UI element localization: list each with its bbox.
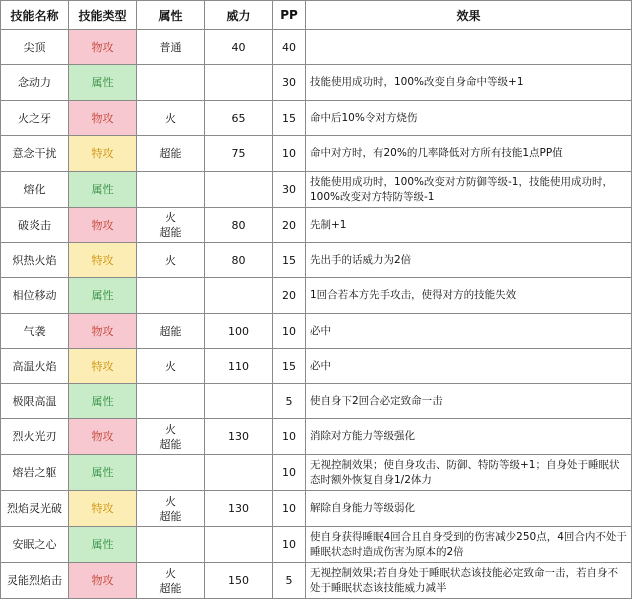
skill-type-cell: 物攻 [69, 563, 137, 599]
header-attribute: 属性 [137, 1, 205, 30]
power-cell [205, 172, 273, 208]
skill-name-cell: 火之牙 [1, 101, 69, 136]
power-cell: 80 [205, 208, 273, 243]
skill-name-cell: 灵能烈焰击 [1, 563, 69, 599]
skill-type-cell: 属性 [69, 384, 137, 419]
effect-cell [306, 30, 632, 65]
skill-type-cell: 特攻 [69, 349, 137, 384]
effect-cell: 使自身下2回合必定致命一击 [306, 384, 632, 419]
pp-cell: 10 [273, 136, 306, 172]
effect-cell: 先制+1 [306, 208, 632, 243]
power-cell: 80 [205, 243, 273, 278]
skill-type-cell: 属性 [69, 65, 137, 101]
header-effect: 效果 [306, 1, 632, 30]
attribute-cell: 超能 [137, 136, 205, 172]
pp-cell: 15 [273, 101, 306, 136]
table-row [1, 65, 632, 101]
attribute-cell: 超能 [137, 314, 205, 349]
pp-cell: 30 [273, 172, 306, 208]
skill-name-cell: 烈焰灵光破 [1, 491, 69, 527]
pp-cell: 5 [273, 563, 306, 599]
effect-cell: 命中对方时，有20%的几率降低对方所有技能1点PP值 [306, 136, 632, 172]
power-cell [205, 384, 273, 419]
skill-type-cell: 属性 [69, 455, 137, 491]
skill-type-cell: 属性 [69, 278, 137, 314]
pp-cell: 10 [273, 455, 306, 491]
skill-name-cell: 高温火焰 [1, 349, 69, 384]
power-cell [205, 278, 273, 314]
table-row [1, 527, 632, 563]
skill-name-cell: 熔岩之躯 [1, 455, 69, 491]
table-row [1, 172, 632, 208]
skill-type-cell: 属性 [69, 172, 137, 208]
skill-type-cell: 物攻 [69, 419, 137, 455]
table-row [1, 384, 632, 419]
power-cell: 40 [205, 30, 273, 65]
header-pp: PP [273, 1, 306, 30]
effect-cell: 必中 [306, 349, 632, 384]
skill-type-cell: 特攻 [69, 491, 137, 527]
skill-type-cell: 物攻 [69, 208, 137, 243]
attribute-cell [137, 527, 205, 563]
skill-name-cell: 烈火光刃 [1, 419, 69, 455]
pp-cell: 20 [273, 208, 306, 243]
skill-name-cell: 破炎击 [1, 208, 69, 243]
skill-type-cell: 物攻 [69, 30, 137, 65]
table-row [1, 30, 632, 65]
table-row [1, 208, 632, 243]
header-power: 威力 [205, 1, 273, 30]
power-cell: 130 [205, 491, 273, 527]
attribute-cell: 火 超能 [137, 563, 205, 599]
table-row [1, 314, 632, 349]
skill-name-cell: 炽热火焰 [1, 243, 69, 278]
header-skill-name: 技能名称 [1, 1, 69, 30]
power-cell: 130 [205, 419, 273, 455]
effect-cell: 无视控制效果;若自身处于睡眠状态该技能必定致命一击，若自身不处于睡眠状态该技能威力减半 [306, 563, 632, 599]
skill-name-cell: 熔化 [1, 172, 69, 208]
power-cell [205, 65, 273, 101]
power-cell: 150 [205, 563, 273, 599]
pp-cell: 15 [273, 243, 306, 278]
attribute-cell [137, 65, 205, 101]
skill-type-cell: 物攻 [69, 314, 137, 349]
skill-name-cell: 安眠之心 [1, 527, 69, 563]
attribute-cell: 火 超能 [137, 419, 205, 455]
skill-type-cell: 特攻 [69, 136, 137, 172]
power-cell [205, 527, 273, 563]
attribute-cell: 火 [137, 243, 205, 278]
header-skill-type: 技能类型 [69, 1, 137, 30]
attribute-cell: 火 超能 [137, 491, 205, 527]
pp-cell: 10 [273, 527, 306, 563]
effect-cell: 必中 [306, 314, 632, 349]
skill-name-cell: 意念干扰 [1, 136, 69, 172]
pp-cell: 5 [273, 384, 306, 419]
attribute-cell [137, 455, 205, 491]
effect-cell: 命中后10%令对方烧伤 [306, 101, 632, 136]
power-cell: 110 [205, 349, 273, 384]
power-cell: 65 [205, 101, 273, 136]
skill-name-cell: 念动力 [1, 65, 69, 101]
effect-cell: 先出手的话威力为2倍 [306, 243, 632, 278]
effect-cell: 解除自身能力等级弱化 [306, 491, 632, 527]
effect-cell: 无视控制效果；使自身攻击、防御、特防等级+1；自身处于睡眠状态时额外恢复自身1/2体力 [306, 455, 632, 491]
pp-cell: 10 [273, 491, 306, 527]
table-row [1, 101, 632, 136]
effect-cell: 使自身获得睡眠4回合且自身受到的伤害减少250点，4回合内不处于睡眠状态时造成伤害为原本的2倍 [306, 527, 632, 563]
table-row [1, 563, 632, 599]
skill-type-cell: 物攻 [69, 101, 137, 136]
effect-cell: 消除对方能力等级强化 [306, 419, 632, 455]
pp-cell: 15 [273, 349, 306, 384]
pp-cell: 10 [273, 419, 306, 455]
table-row [1, 349, 632, 384]
table-row [1, 455, 632, 491]
skill-name-cell: 相位移动 [1, 278, 69, 314]
pp-cell: 40 [273, 30, 306, 65]
effect-cell: 技能使用成功时，100%改变自身命中等级+1 [306, 65, 632, 101]
header-row [1, 1, 632, 30]
table-row [1, 419, 632, 455]
table-row [1, 243, 632, 278]
attribute-cell: 普通 [137, 30, 205, 65]
table-row [1, 136, 632, 172]
attribute-cell: 火 [137, 349, 205, 384]
attribute-cell [137, 172, 205, 208]
skill-name-cell: 尖顶 [1, 30, 69, 65]
effect-cell: 技能使用成功时，100%改变对方防御等级-1，技能使用成功时，100%改变对方特防等级-1 [306, 172, 632, 208]
skill-name-cell: 气袭 [1, 314, 69, 349]
attribute-cell: 火 超能 [137, 208, 205, 243]
attribute-cell [137, 278, 205, 314]
power-cell: 75 [205, 136, 273, 172]
table-row [1, 278, 632, 314]
pp-cell: 10 [273, 314, 306, 349]
pp-cell: 30 [273, 65, 306, 101]
power-cell: 100 [205, 314, 273, 349]
effect-cell: 1回合若本方先手攻击，使得对方的技能失效 [306, 278, 632, 314]
attribute-cell [137, 384, 205, 419]
skill-type-cell: 属性 [69, 527, 137, 563]
pp-cell: 20 [273, 278, 306, 314]
table-row [1, 491, 632, 527]
attribute-cell: 火 [137, 101, 205, 136]
skill-name-cell: 极限高温 [1, 384, 69, 419]
skill-type-cell: 特攻 [69, 243, 137, 278]
power-cell [205, 455, 273, 491]
